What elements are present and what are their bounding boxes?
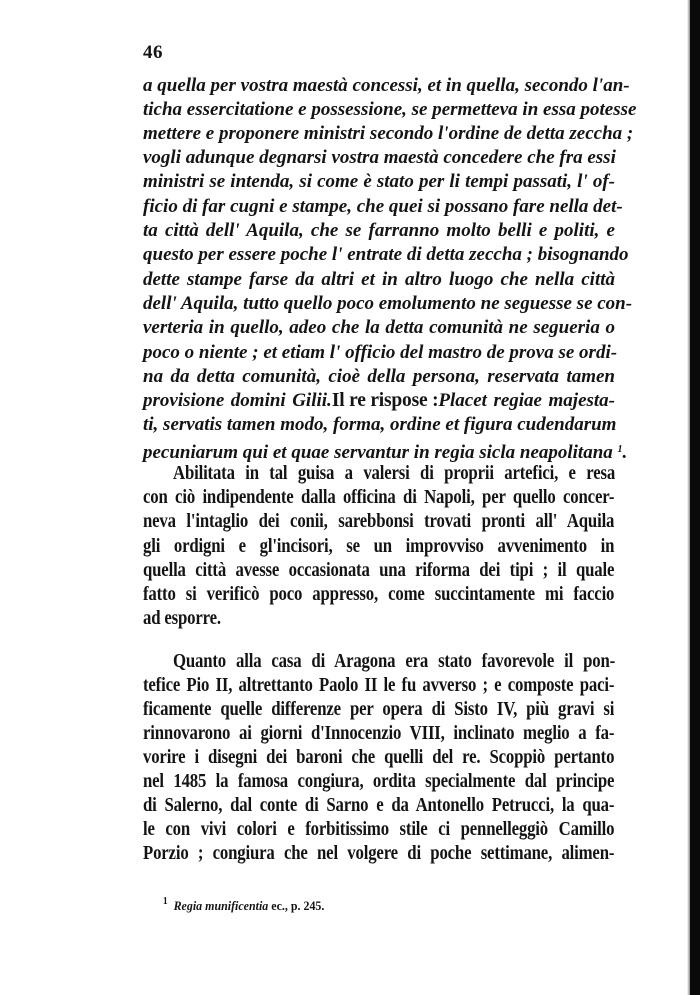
quote-reply-line <box>143 389 615 413</box>
paragraph-line: vorire i disegni dei baroni che quelli del re. Scoppiò pertanto <box>143 747 615 768</box>
quote-line: questo per essere poche l' entrate di detta zeccha ; bisognando <box>143 244 629 265</box>
quote-line: dette stampe farse da altri et in altro luogo che nella città <box>143 269 615 290</box>
footnote <box>163 896 324 914</box>
period: . <box>622 442 628 463</box>
narration-roman: Il re rispose : <box>331 390 439 411</box>
quote-line: dell' Aquila, tutto quello poco emolumento ne seguesse se con- <box>143 293 633 314</box>
paragraph-line: Porzio ; congiura che nel volgere di poche settimane, alimen- <box>143 843 615 864</box>
paragraph-line: quella città avesse occasionata una riforma dei tipi ; il quale <box>143 560 615 581</box>
quote-italic: Placet regiae majesta- <box>438 390 615 411</box>
quote-line-final <box>143 438 628 465</box>
paragraph-line: tefice Pio II, altrettanto Paolo II le fu avverso ; e composte paci- <box>143 675 615 696</box>
footnote-marker: 1 <box>163 896 168 907</box>
paragraph-line: con ciò indipendente dalla officina di Napoli, per quello concer- <box>143 487 615 508</box>
book-spine-edge <box>690 0 700 995</box>
quote-line: a quella per vostra maestà concessi, et in quella, secondo l'an- <box>143 75 630 96</box>
paragraph-line: nel 1485 la famosa congiura, ordita specialmente dal principe <box>143 771 615 792</box>
quote-line: mettere e proponere ministri secondo l'ordine de detta zeccha ; <box>143 123 634 144</box>
paragraph-line: gli ordigni e gl'incisori, se un improvviso avvenimento in <box>143 536 615 557</box>
page-number: 46 <box>143 42 163 63</box>
quote-line: poco o niente ; et etiam l' officio del mastro de prova se ordi- <box>143 342 618 363</box>
footnote-citation: ec., p. 245. <box>268 898 325 913</box>
quote-line: ticha essercitatione e possessione, se permetteva in essa potesse <box>143 99 637 120</box>
quote-italic: provisione domini Gilii. <box>143 390 332 411</box>
paragraph-line: neva l'intaglio dei conii, sarebbonsi trovati pronti all' Aquila <box>143 511 615 532</box>
paragraph-line: Quanto alla casa di Aragona era stato favorevole il pon- <box>173 651 616 672</box>
quote-line: ti, servatis tamen modo, forma, ordine et figura cudendarum <box>143 414 617 435</box>
footnote-reference[interactable]: 1 <box>617 444 623 455</box>
quote-line: vogli adunque degnarsi vostra maestà concedere che fra essi <box>143 147 616 168</box>
paragraph-line: ad esporre. <box>143 608 221 629</box>
paragraph-line: ficamente quelle differenze per opera di Sisto IV, più gravi si <box>143 699 615 720</box>
footnote-title: Regia munificentia <box>173 898 269 913</box>
paragraph-line: Abilitata in tal guisa a valersi di proprii artefici, e resa <box>173 463 616 484</box>
quote-line: na da detta comunità, cioè della persona, reservata tamen <box>143 366 615 387</box>
paragraph-line: fatto si verificò poco appresso, come succintamente mi faccio <box>143 584 615 605</box>
quote-text: pecuniarum qui et quae servantur in regia sicla neapolitana <box>143 442 613 463</box>
quote-line: ficio di far cugni e stampe, che quei si possano fare nella det- <box>143 196 623 217</box>
quote-line: ministri se intenda, si come è stato per li tempi passati, l' of- <box>143 171 615 192</box>
paragraph-line: rinnovarono ai giorni d'Innocenzio VIII, inclinato meglio a fa- <box>143 723 615 744</box>
paragraph-line: le con vivi colori e forbitissimo stile ci pennelleggiò Camillo <box>143 819 615 840</box>
quote-line: verteria in quello, adeo che la detta comunità ne segueria o <box>143 317 615 338</box>
quote-line: ta città dell' Aquila, che se farranno molto belli e politi, e <box>143 220 615 241</box>
paragraph-line: di Salerno, dal conte di Sarno e da Antonello Petrucci, la qua- <box>143 795 615 816</box>
